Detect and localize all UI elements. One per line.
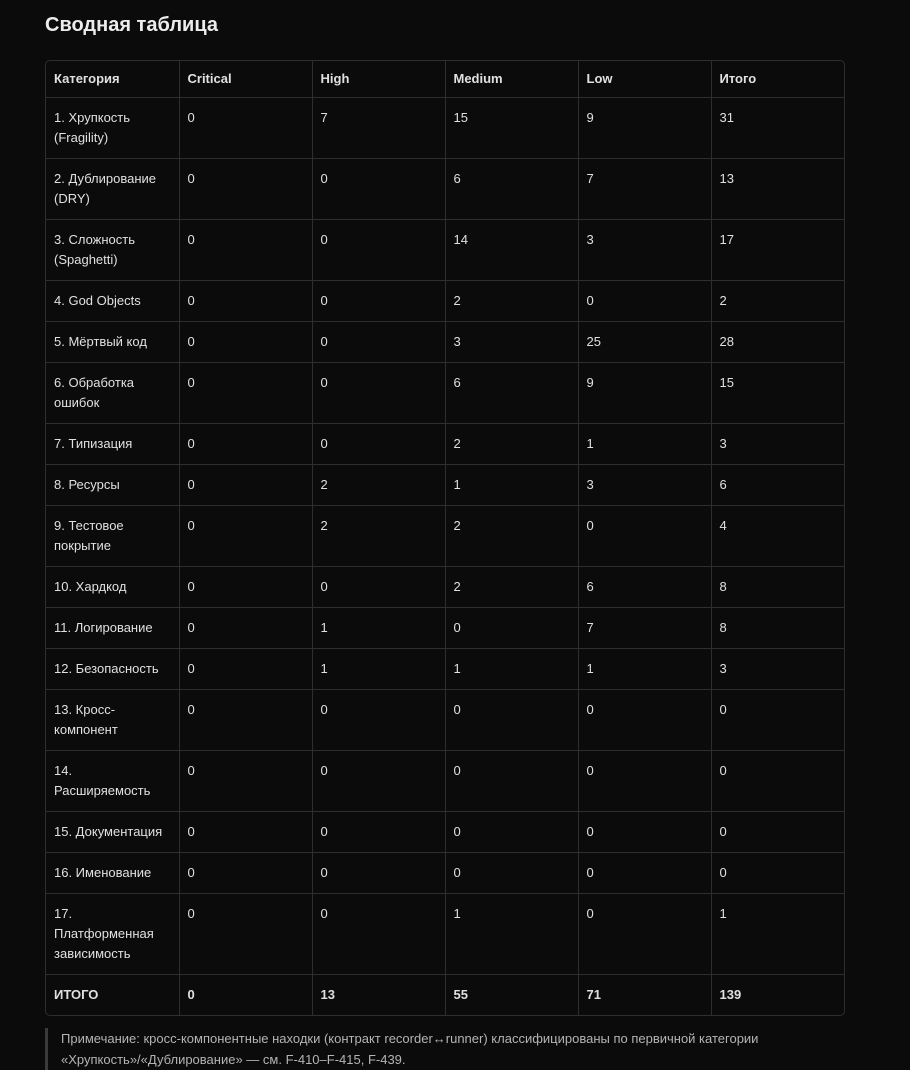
cell-medium: 2 [445,424,578,465]
cell-critical: 0 [179,812,312,853]
cell-high: 0 [312,812,445,853]
document-page [45,0,845,1070]
cell-high: 2 [312,465,445,506]
cell-high: 0 [312,751,445,812]
cell-category: 11. Логирование [46,608,179,649]
table-row [46,98,844,159]
table-row [46,751,844,812]
cell-total: 0 [711,812,844,853]
table-total-row [46,975,844,1016]
cell-high: 0 [312,424,445,465]
cell-low: 0 [578,812,711,853]
cell-critical: 0 [179,690,312,751]
cell-category: 6. Обработка ошибок [46,363,179,424]
cell-critical: 0 [179,853,312,894]
column-header-total: Итого [711,61,844,98]
table-row [46,690,844,751]
cell-low: 7 [578,159,711,220]
cell-critical: 0 [179,567,312,608]
cell-category: 17. Платформенная зависимость [46,894,179,975]
cell-critical: 0 [179,159,312,220]
cell-total: 0 [711,853,844,894]
cell-total: 6 [711,465,844,506]
column-header-medium: Medium [445,61,578,98]
cell-critical: 0 [179,220,312,281]
cell-total: 31 [711,98,844,159]
cell-medium: 2 [445,506,578,567]
cell-total: 13 [711,159,844,220]
cell-high: 0 [312,853,445,894]
cell-medium: 6 [445,159,578,220]
cell-critical: 0 [179,363,312,424]
cell-total: 1 [711,894,844,975]
cell-category: 5. Мёртвый код [46,322,179,363]
footnote-blockquote [45,1028,845,1070]
cell-total: 4 [711,506,844,567]
cell-low: 3 [578,220,711,281]
cell-total: 3 [711,424,844,465]
cell-category: 3. Сложность (Spaghetti) [46,220,179,281]
cell-category: 1. Хрупкость (Fragility) [46,98,179,159]
cell-low: 0 [578,690,711,751]
cell-category: 2. Дублирование (DRY) [46,159,179,220]
table-row [46,424,844,465]
cell-critical: 0 [179,424,312,465]
footnote-text: Примечание: кросс-компонентные находки (контракт recorder↔runner) классифицированы по первичной категории «Хрупкость»/«Дублирование» — см. F-410–F-415, F-439. [61,1031,759,1067]
cell-high: 0 [312,567,445,608]
cell-medium: 1 [445,465,578,506]
table-row [46,220,844,281]
cell-category: 7. Типизация [46,424,179,465]
cell-critical: 0 [179,281,312,322]
table-row [46,567,844,608]
cell-high: 0 [312,220,445,281]
cell-critical: 0 [179,322,312,363]
cell-low: 1 [578,649,711,690]
cell-category: 9. Тестовое покрытие [46,506,179,567]
cell-medium: 2 [445,281,578,322]
cell-total: 17 [711,220,844,281]
table-row [46,649,844,690]
cell-low: 0 [578,751,711,812]
cell-medium: 0 [445,608,578,649]
cell-medium: 0 [445,751,578,812]
cell-total: 2 [711,281,844,322]
cell-high: 0 [312,690,445,751]
cell-medium: 0 [445,812,578,853]
cell-high: 7 [312,98,445,159]
cell-category: 13. Кросс-компонент [46,690,179,751]
cell-low: 0 [578,281,711,322]
cell-category: 12. Безопасность [46,649,179,690]
cell-low: 0 [578,894,711,975]
cell-medium: 1 [445,894,578,975]
total-cell-total: 139 [719,987,742,1002]
cell-category: 8. Ресурсы [46,465,179,506]
cell-medium: 6 [445,363,578,424]
cell-critical: 0 [179,649,312,690]
table-row [46,894,844,975]
cell-category: 16. Именование [46,853,179,894]
column-header-critical: Critical [179,61,312,98]
table-header-row [46,61,844,98]
total-cell-low: 71 [578,975,711,1016]
section-title: Сводная таблица [45,14,218,36]
cell-low: 0 [578,853,711,894]
cell-high: 0 [312,281,445,322]
cell-high: 2 [312,506,445,567]
total-cell-critical: 0 [179,975,312,1016]
table-row [46,281,844,322]
table-row [46,812,844,853]
table-row [46,465,844,506]
cell-low: 7 [578,608,711,649]
total-cell-medium: 55 [445,975,578,1016]
cell-total: 15 [711,363,844,424]
cell-low: 3 [578,465,711,506]
cell-category: 14. Расширяемость [46,751,179,812]
cell-low: 9 [578,363,711,424]
cell-high: 0 [312,322,445,363]
table-row [46,322,844,363]
cell-total: 3 [711,649,844,690]
cell-low: 9 [578,98,711,159]
cell-medium: 15 [445,98,578,159]
table-row [46,159,844,220]
cell-high: 0 [312,159,445,220]
table-row [46,363,844,424]
cell-medium: 0 [445,853,578,894]
cell-medium: 3 [445,322,578,363]
cell-critical: 0 [179,608,312,649]
cell-low: 0 [578,506,711,567]
cell-low: 1 [578,424,711,465]
table-row [46,853,844,894]
cell-critical: 0 [179,894,312,975]
table-body [46,98,844,1016]
cell-category: 15. Документация [46,812,179,853]
cell-low: 6 [578,567,711,608]
cell-total: 0 [711,751,844,812]
cell-medium: 0 [445,690,578,751]
cell-total: 28 [711,322,844,363]
cell-critical: 0 [179,751,312,812]
cell-medium: 2 [445,567,578,608]
cell-category: 10. Хардкод [46,567,179,608]
table-row [46,608,844,649]
column-header-high: High [312,61,445,98]
total-cell-category: ИТОГО [46,975,179,1016]
cell-high: 0 [312,363,445,424]
cell-total: 8 [711,608,844,649]
cell-high: 1 [312,608,445,649]
column-header-category: Категория [46,61,179,98]
cell-critical: 0 [179,98,312,159]
cell-category: 4. God Objects [46,281,179,322]
column-header-low: Low [578,61,711,98]
cell-total: 8 [711,567,844,608]
summary-table [46,61,844,1015]
cell-medium: 1 [445,649,578,690]
cell-critical: 0 [179,465,312,506]
cell-low: 25 [578,322,711,363]
table-row [46,506,844,567]
total-cell-high: 13 [312,975,445,1016]
cell-high: 0 [312,894,445,975]
cell-critical: 0 [179,506,312,567]
cell-medium: 14 [445,220,578,281]
summary-table-container [45,60,845,1016]
cell-high: 1 [312,649,445,690]
cell-total: 0 [711,690,844,751]
